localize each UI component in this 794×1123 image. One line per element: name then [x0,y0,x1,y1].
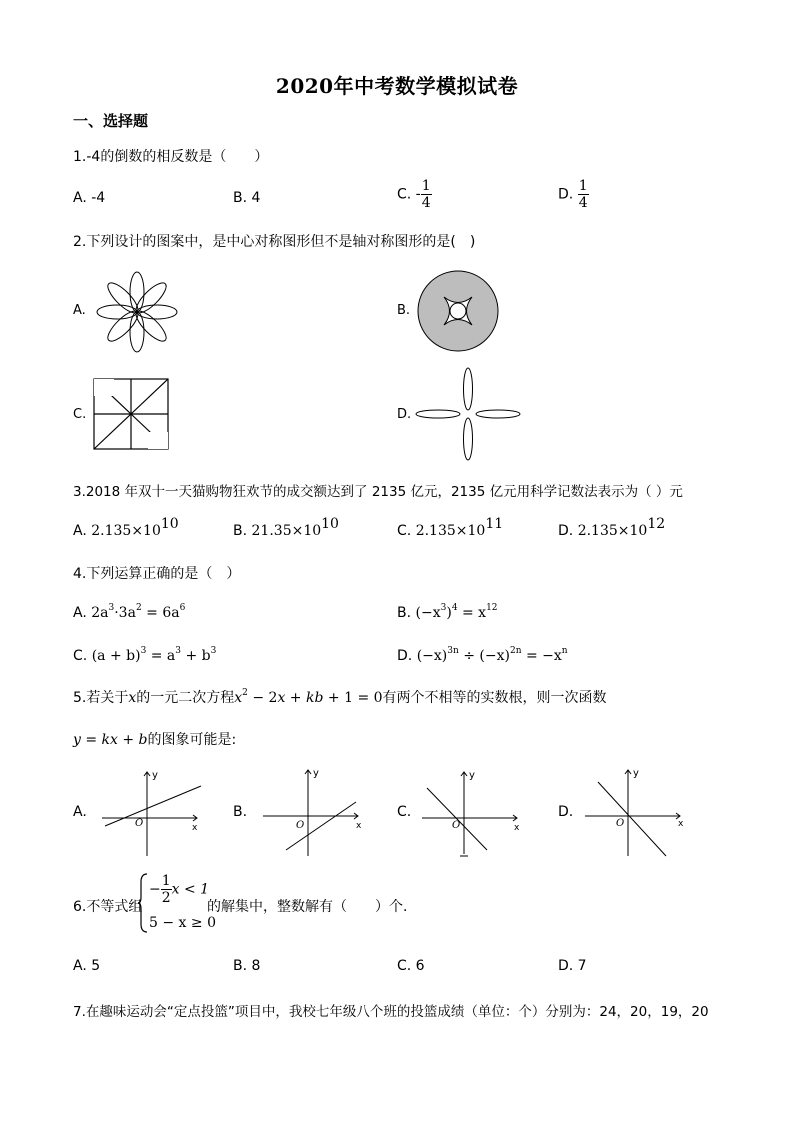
question-4: 4.下列运算正确的是（ ） [73,566,241,582]
q5-graph-a [97,768,207,858]
x-axis-label: x [356,821,362,831]
option-label: D. [558,523,574,539]
question-1: 1.-4的倒数的相反数是（ ） [73,149,269,165]
option-expression: $2a^3\cdot 3a^2 = 6a^6$ [91,603,186,621]
fraction-denominator: 2 [161,890,171,906]
fraction-numerator: 1 [578,178,588,194]
q4-option-a [73,605,185,621]
q5-text-mid: 的一元二次方程 [136,690,235,706]
inequality-line-1: − $\frac{1}{2}$ x < 1 [149,873,210,906]
option-base: 2.135×10 [415,523,486,539]
q6-option-a: A. 5 [73,958,101,974]
q3-option-b [233,516,339,539]
inequality-system-brace [137,872,149,934]
q1-option-c-fraction [421,178,432,211]
option-exponent: 10 [321,516,339,532]
question-2: 2.下列设计的图案中，是中心对称图形但不是轴对称图形的是( ) [73,234,476,250]
option-label: D. [397,648,413,664]
y-axis-label: y [633,768,639,779]
option-label: B. [233,523,248,539]
q5-equation: $x^2 - 2x$ + kb + 1 = 0 [234,688,383,706]
q5-text-end: 有两个不相等的实数根，则一次函数 [382,690,607,706]
q1-option-d [558,178,589,211]
fraction-numerator: 1 [161,873,171,889]
q2-option-c-label: C. [73,407,87,422]
option-exponent: 12 [647,516,666,532]
section-heading: 一、选择题 [73,112,149,130]
q2-option-a-label: A. [73,303,86,318]
q5-option-b-label: B. [233,804,248,820]
q1-option-d-fraction [578,178,589,211]
q6-option-c: C. 6 [397,958,425,974]
y-axis-label: y [152,770,158,781]
q3-option-c [397,516,504,539]
inequality-line-1-tail: x < 1 [171,881,210,898]
q5-option-d-label: D. [558,804,574,820]
x-axis-label: x [514,823,520,833]
fraction-numerator: 1 [421,178,431,194]
option-base: 21.35×10 [251,523,322,539]
option-expression: $(a + b)^3 = a^3 + b^3$ [91,646,217,664]
q5-text-start: 5.若关于 [73,690,129,706]
origin-label: O [616,818,625,829]
option-expression: $(-x^3)^4 = x^{12}$ [415,603,498,621]
q1-option-d-prefix: D. [558,186,578,203]
fraction-denominator: 4 [578,195,588,211]
question-7: 7.在趣味运动会“定点投篮”项目中，我校七年级八个班的投篮成绩（单位：个）分别为：24，20，19，20 [73,1004,709,1020]
option-base: 2.135×10 [91,523,161,539]
option-label: B. [397,605,412,621]
q1-option-b: B. 4 [233,190,261,206]
q3-option-a [73,516,179,539]
option-label: A. [73,605,87,621]
four-petal-pattern-figure [413,364,523,464]
question-5-line-2 [73,729,236,749]
inequality-fraction [161,873,172,906]
coin-pattern-figure [413,268,503,354]
q5-graph-b [258,766,368,858]
q3-option-d [558,516,666,539]
q4-option-d [397,648,568,664]
question-3: 3.2018 年双十一天猫购物狂欢节的成交额达到了 2135 亿元，2135 亿元用科学记数法表示为（ ）元 [73,484,683,500]
q1-option-c-prefix: C. - [397,186,421,203]
q6-option-b: B. 8 [233,958,261,974]
fraction-denominator: 4 [421,195,431,211]
q5-option-a-label: A. [73,804,87,820]
x-axis-label: x [192,823,198,833]
q5-graph-d [580,766,690,858]
q2-option-d-label: D. [397,407,412,422]
question-6-suffix: 的解集中，整数解有（ ）个. [207,899,408,915]
origin-label: O [296,820,305,831]
option-label: C. [73,648,88,664]
q5-function-expression: y = kx + b [73,732,148,748]
q2-option-b-label: B. [397,303,411,318]
page-title: 2020年中考数学模拟试卷 [275,74,519,98]
x-axis-label: x [678,819,684,829]
option-label: A. [73,523,87,539]
flower-pattern-figure [90,266,185,356]
q5-graph-c [417,768,527,860]
q4-option-c [73,648,216,664]
q6-option-d: D. 7 [558,958,587,974]
pinwheel-pattern-figure [90,375,172,453]
option-expression: $(-x)^{3n} \div (-x)^{2n} = -x^n$ [416,646,568,664]
inequality-line-2: 5 − x ≥ 0 [149,915,216,931]
q5-option-c-label: C. [397,804,412,820]
question-5 [73,687,607,707]
q1-option-c [397,178,432,211]
option-base: 2.135×10 [577,523,648,539]
option-exponent: 10 [160,516,179,532]
q1-option-a: A. -4 [73,190,106,206]
q4-option-b [397,605,498,621]
origin-label: O [452,820,461,831]
q5-variable: x [128,690,137,706]
y-axis-label: y [469,770,475,781]
option-exponent: 11 [485,516,504,532]
question-6-prefix: 6.不等式组 [73,899,143,915]
option-label: C. [397,523,412,539]
q5-line2-text: 的图象可能是: [147,732,237,748]
origin-label: O [135,818,144,829]
y-axis-label: y [313,768,319,779]
